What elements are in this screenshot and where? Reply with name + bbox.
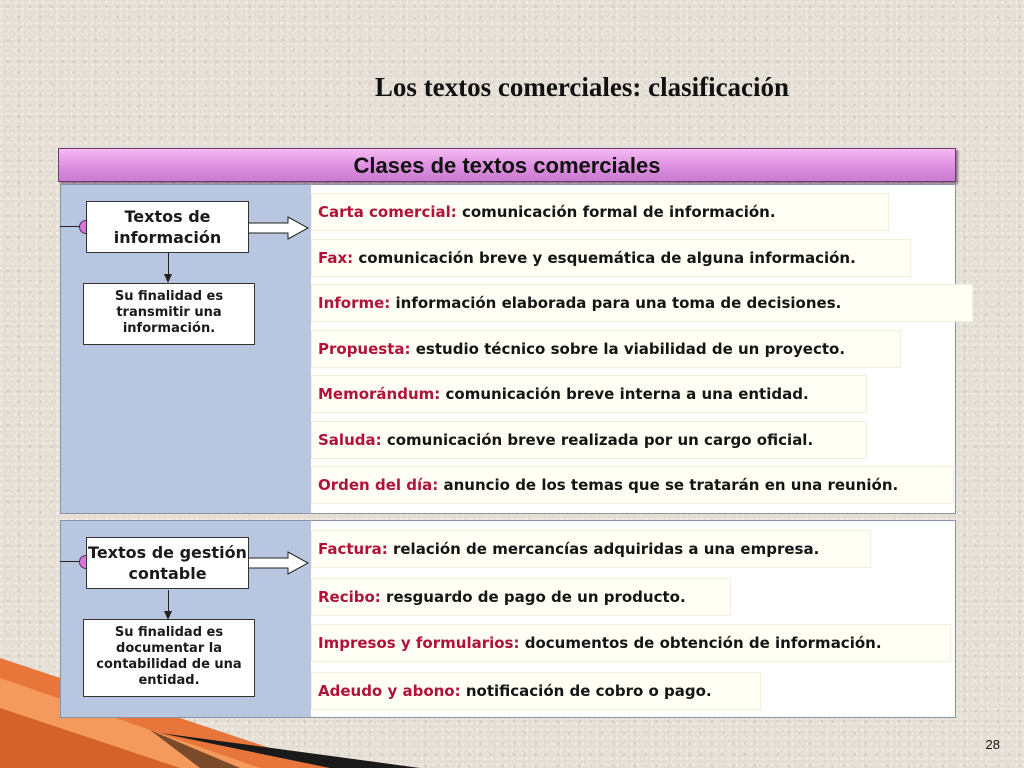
arrow-right-icon xyxy=(248,216,312,240)
list-item: Propuesta: estudio técnico sobre la viabilidad de un proyecto. xyxy=(311,330,901,368)
category-box-information: Textos de información xyxy=(86,201,249,253)
list-item: Recibo: resguardo de pago de un producto. xyxy=(311,578,731,616)
list-item: Fax: comunicación breve y esquemática de alguna información. xyxy=(311,239,911,277)
list-item: Memorándum: comunicación breve interna a una entidad. xyxy=(311,375,867,413)
list-item: Factura: relación de mercancías adquiridas a una empresa. xyxy=(311,530,871,568)
page-number: 28 xyxy=(985,737,1000,752)
list-item: Adeudo y abono: notificación de cobro o pago. xyxy=(311,672,761,710)
connector-line xyxy=(168,253,169,275)
list-item: Impresos y formularios: documentos de obtención de información. xyxy=(311,624,951,662)
arrow-right-icon xyxy=(248,551,312,575)
slide-title: Los textos comerciales: clasificación xyxy=(374,72,790,102)
list-item: Informe: información elaborada para una toma de decisiones. xyxy=(311,284,973,322)
list-item: Orden del día: anuncio de los temas que se tratarán en una reunión. xyxy=(311,466,954,504)
arrow-down-icon xyxy=(164,274,172,283)
connector-line xyxy=(168,590,169,612)
list-item: Carta comercial: comunicación formal de información. xyxy=(311,193,889,231)
section-header: Clases de textos comerciales xyxy=(58,148,956,182)
purpose-box-accounting: Su finalidad es documentar la contabilidad de una entidad. xyxy=(83,619,255,697)
purpose-box-information: Su finalidad es transmitir una información. xyxy=(83,283,255,345)
list-item: Saluda: comunicación breve realizada por un cargo oficial. xyxy=(311,421,867,459)
category-box-accounting: Textos de gestión contable xyxy=(86,537,249,589)
